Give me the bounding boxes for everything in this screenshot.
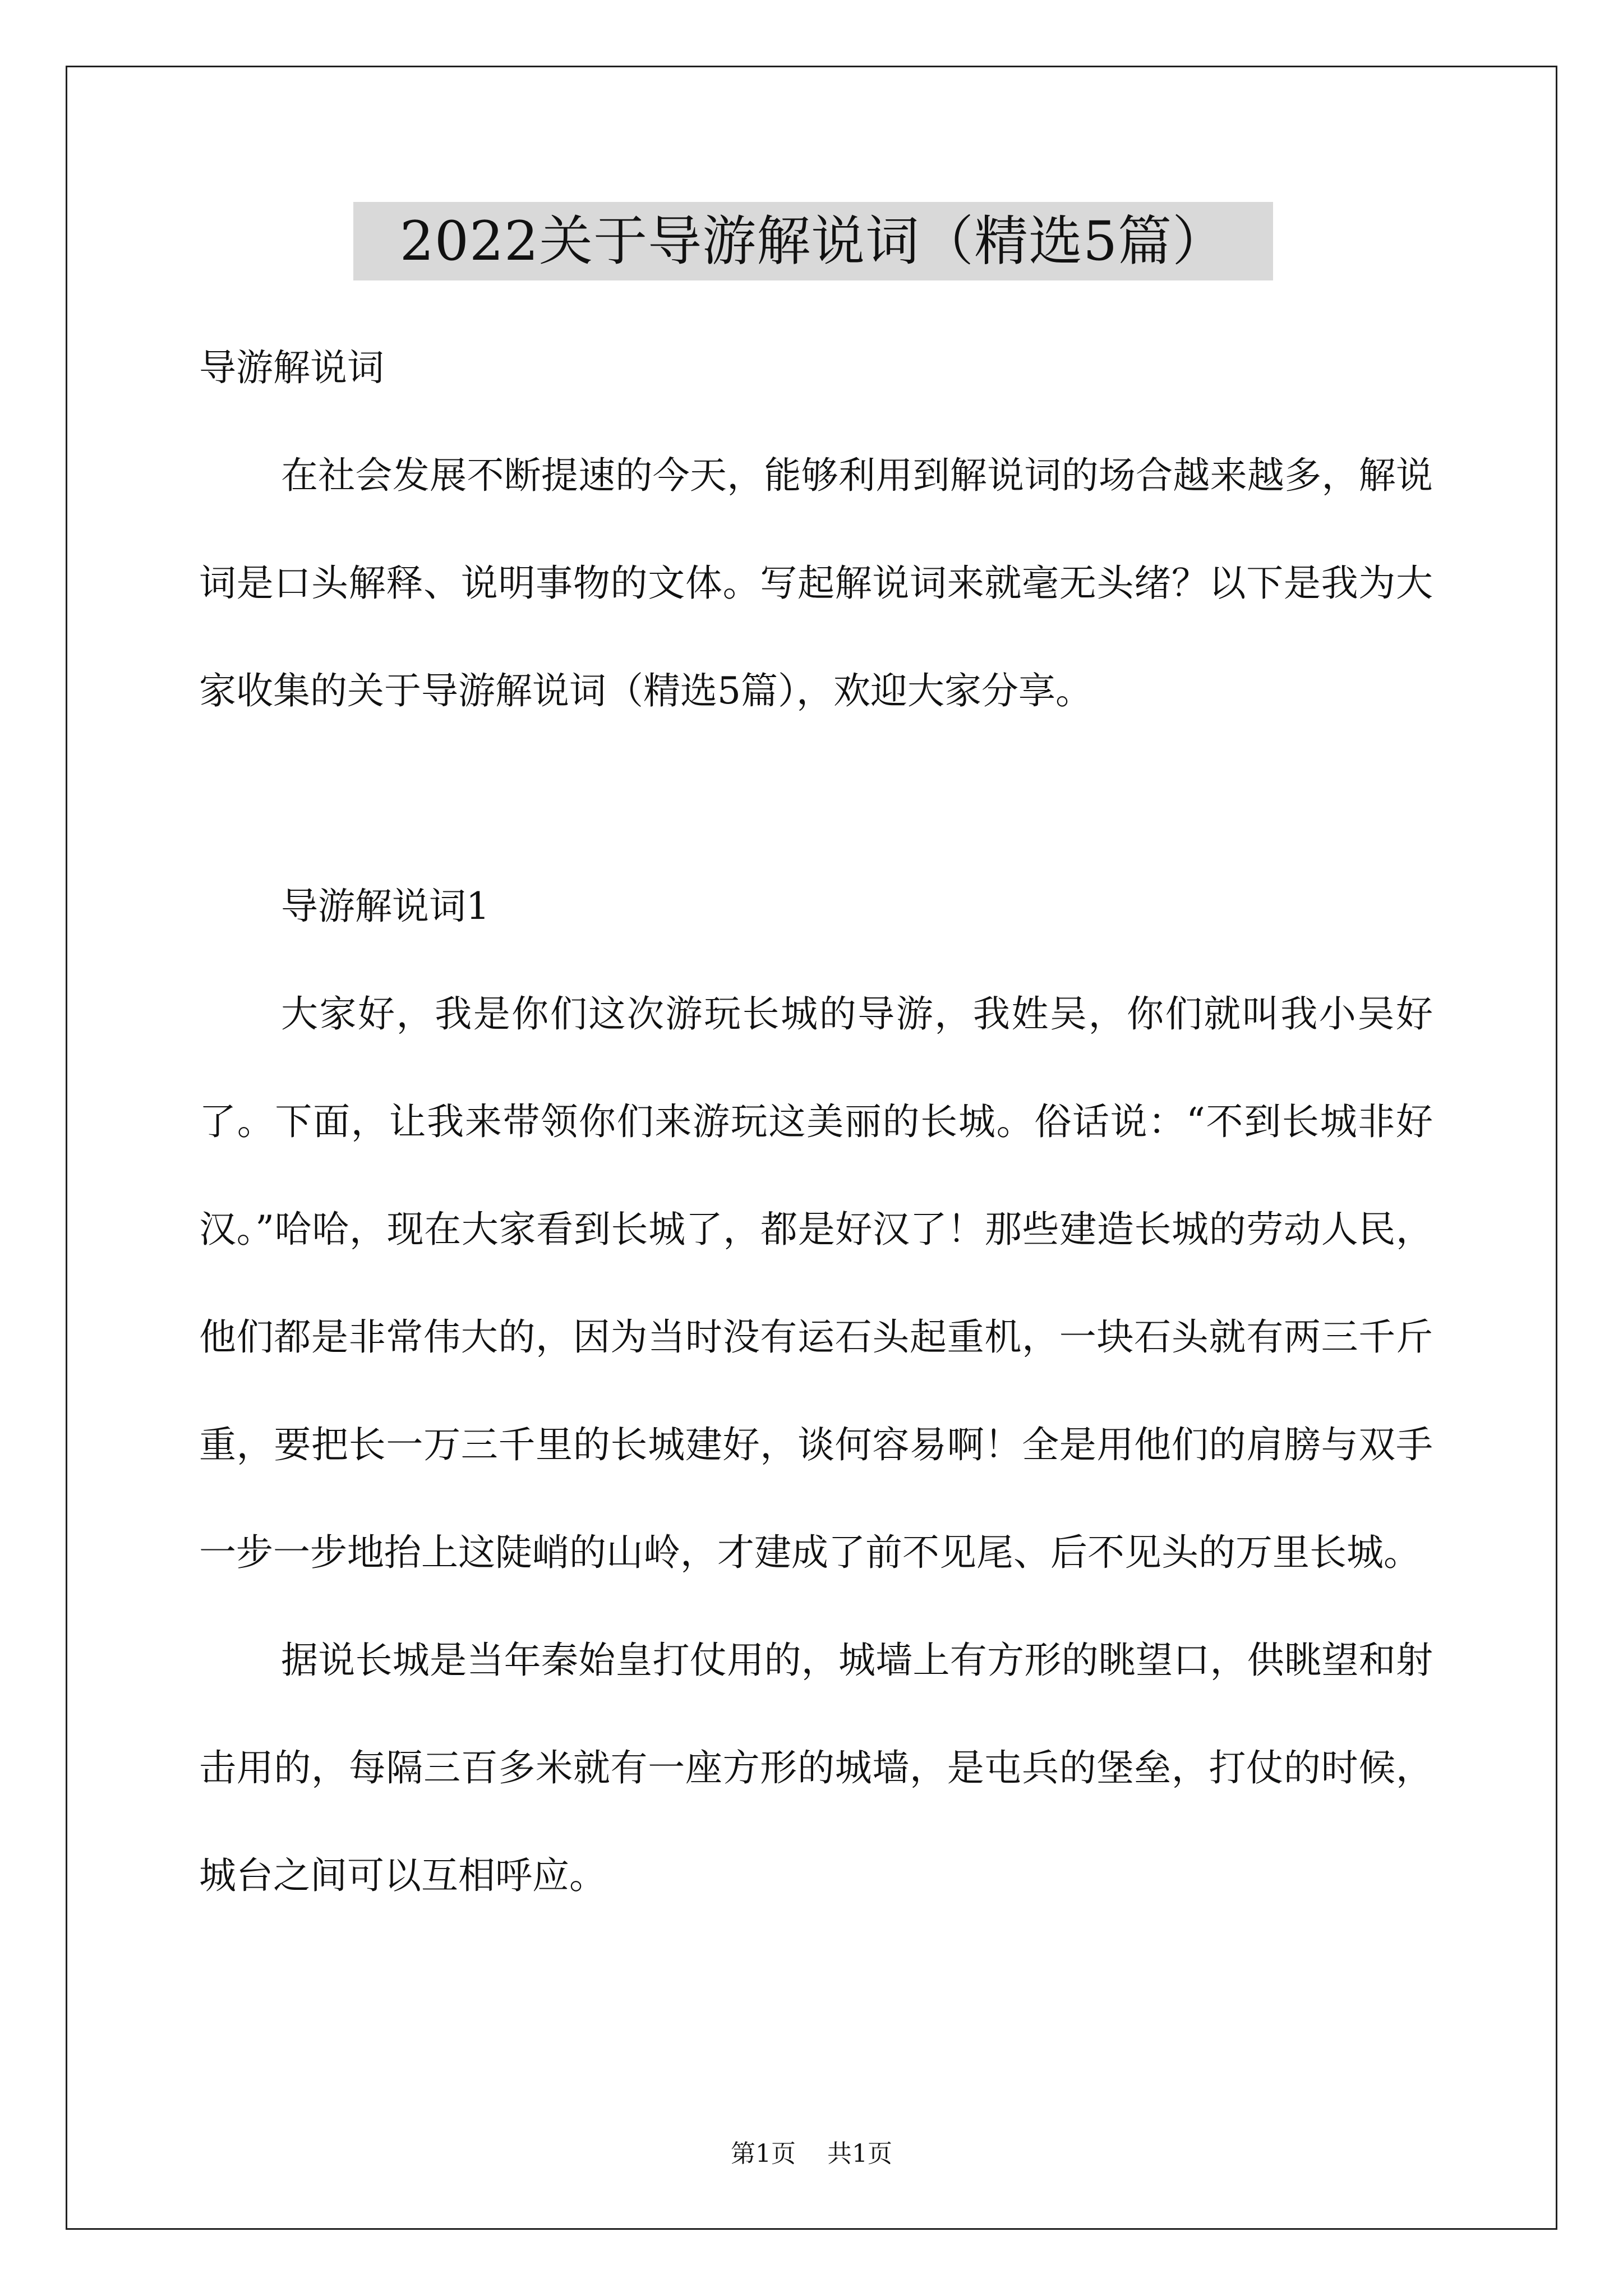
- section-heading: 导游解说词: [199, 346, 384, 389]
- document-title: 2022关于导游解说词（精选5篇）: [353, 202, 1273, 280]
- intro-paragraph: 在社会发展不断提速的今天，能够利用到解说词的场合越来越多，解说词是口头解释、说明事物的文体。写起解说词来就毫无头绪？以下是我为大家收集的关于导游解说词（精选5篇），欢迎大家分享。: [199, 454, 1433, 712]
- section-1-paragraph-2: 据说长城是当年秦始皇打仗用的，城墙上有方形的眺望口，供眺望和射击用的，每隔三百多米就有一座方形的城墙，是屯兵的堡垒，打仗的时候，城台之间可以互相呼应。: [199, 1639, 1433, 1897]
- section-1-title: 导游解说词1: [281, 885, 490, 928]
- page-number-total: 共1页: [827, 2139, 892, 2168]
- document-body: [199, 314, 1433, 1930]
- section-1-paragraph-1: 大家好，我是你们这次游玩长城的导游，我姓吴，你们就叫我小吴好了。下面，让我来带领你们来游玩这美丽的长城。俗话说：“不到长城非好汉。”哈哈，现在大家看到长城了，都是好汉了！那些建造长城的劳动人民，他们都是非常伟大的，因为当时没有运石头起重机，一块石头就有两三千斤重，要把长一万三千里的长城建好，谈何容易啊！全是用他们的肩膀与双手一步一步地抬上这陡峭的山岭，才建成了前不见尾、后不见头的万里长城。: [199, 992, 1433, 1574]
- page-number-current: 第1页: [731, 2139, 796, 2168]
- page-footer: [0, 2137, 1623, 2171]
